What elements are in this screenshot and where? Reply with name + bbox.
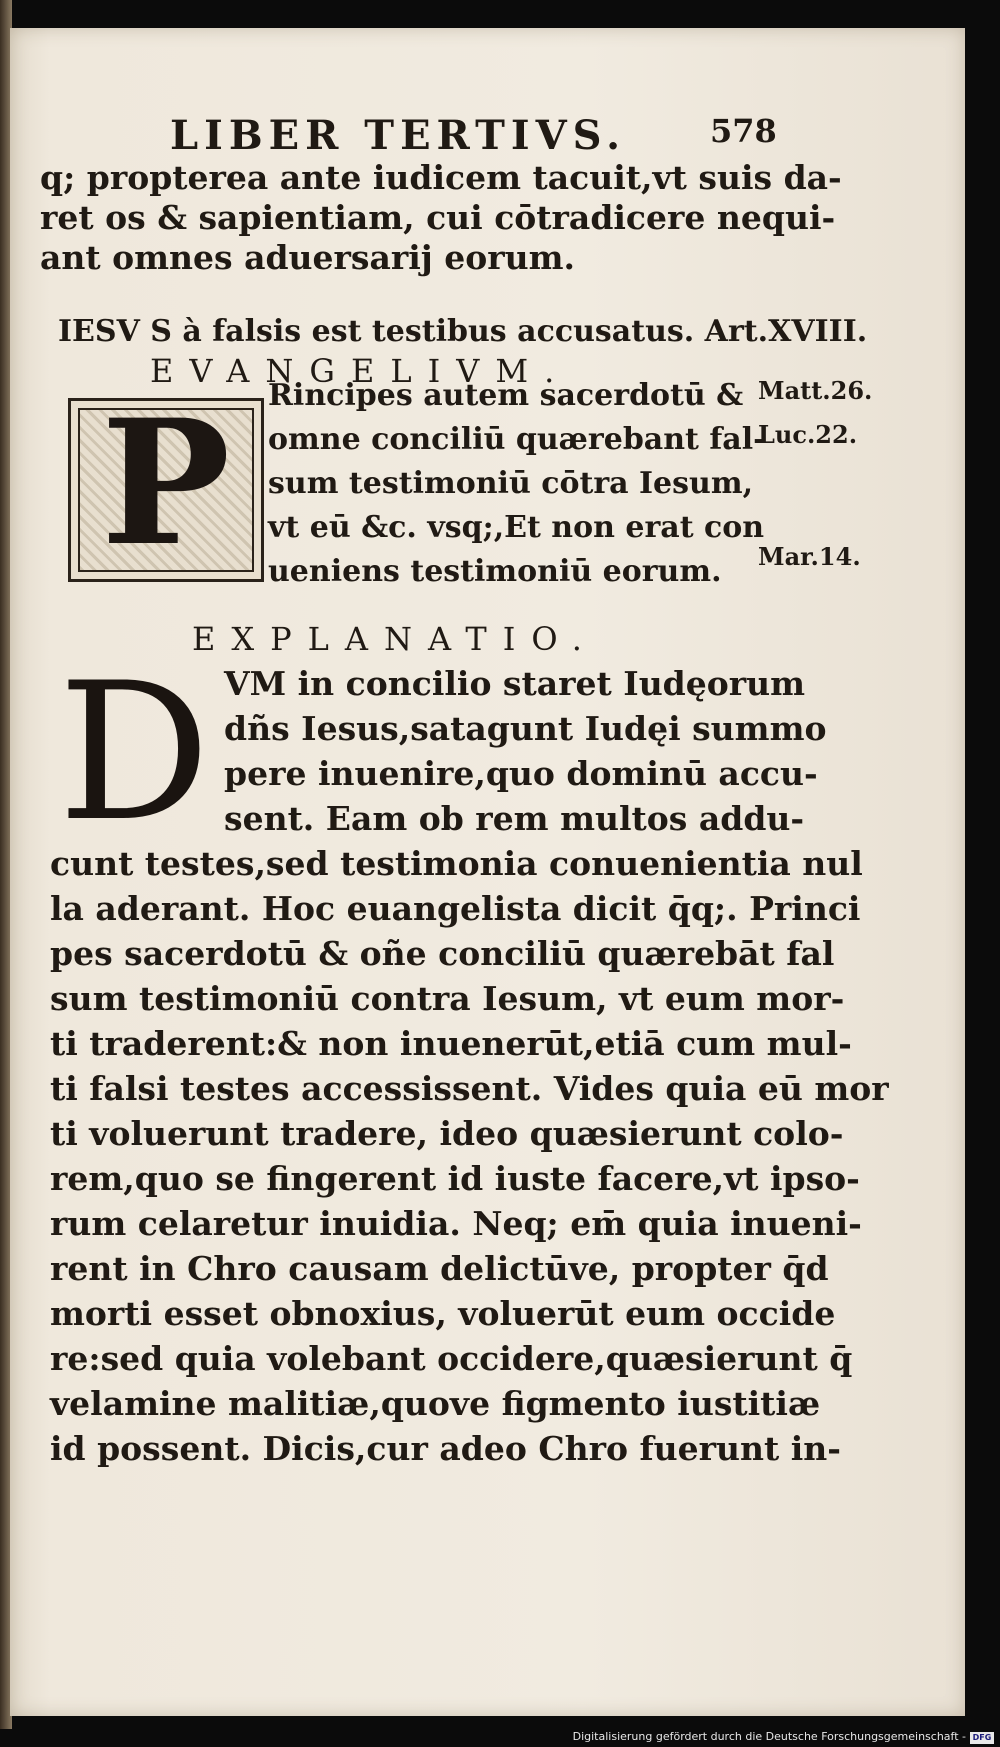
explanation-line: VM in concilio staret Iudęorum xyxy=(224,664,806,703)
explanation-line: rent in Chro causam delictūve, propter q̄d xyxy=(50,1249,829,1288)
margin-note: Luc.22. xyxy=(758,420,858,449)
explanation-line: pes sacerdotū & oñe conciliū quærebāt fal xyxy=(50,934,835,973)
explanation-line: ti voluerunt tradere, ideo quæsierunt colo- xyxy=(50,1114,844,1153)
explanation-line: ti falsi testes accessissent. Vides quia eū mor xyxy=(50,1069,889,1108)
explanation-line: re:sed quia volebant occidere,quæsierunt q̄ xyxy=(50,1339,853,1378)
intro-line: ant omnes aduersarij eorum. xyxy=(40,238,576,277)
funding-credit: Digitalisierung gefördert durch die Deutsche Forschungsgemeinschaft - xyxy=(572,1730,966,1743)
explanation-line: la aderant. Hoc euangelista dicit q̄q;. Princi xyxy=(50,889,861,928)
gospel-line: vt eū &c. vsq;,Et non erat con xyxy=(268,510,765,545)
explanation-line: pere inuenire,quo dominū accu- xyxy=(224,754,818,793)
explanation-line: cunt testes,sed testimonia conuenientia nul xyxy=(50,844,863,883)
initial-letter-p: P xyxy=(101,381,231,584)
decorated-initial-p xyxy=(68,381,264,584)
gospel-line: ueniens testimoniū eorum. xyxy=(268,554,722,589)
gospel-line: omne conciliū quærebant fal- xyxy=(268,422,766,457)
explanation-line: sent. Eam ob rem multos addu- xyxy=(224,799,805,838)
gospel-line: sum testimoniū cōtra Iesum, xyxy=(268,466,754,501)
folio-number: 578 xyxy=(710,112,777,150)
running-head: LIBER TERTIVS. xyxy=(170,112,626,159)
book-page xyxy=(10,28,965,1716)
explanation-line: id possent. Dicis,cur adeo Chro fuerunt in- xyxy=(50,1429,841,1468)
dfg-logo-icon: DFG xyxy=(970,1732,994,1744)
initial-letter-d: D xyxy=(58,642,211,863)
intro-line: q; propterea ante iudicem tacuit,vt suis da- xyxy=(40,158,842,197)
gospel-line: Rincipes autem sacerdotū & xyxy=(268,378,744,413)
explanation-line: sum testimoniū contra Iesum, vt eum mor- xyxy=(50,979,845,1018)
explanation-line: rum celaretur inuidia. Neq; em̄ quia inueni- xyxy=(50,1204,862,1243)
explanation-line: rem,quo se fingerent id iuste facere,vt ipso- xyxy=(50,1159,860,1198)
article-title: IESV S à falsis est testibus accusatus. Art.XVIII. xyxy=(58,314,868,349)
explanation-line: dñs Iesus,satagunt Iudęi summo xyxy=(224,709,827,748)
gospel-heading: EVANGELIVM. xyxy=(150,352,571,390)
footer-bar xyxy=(0,1729,1000,1747)
explanation-line: morti esset obnoxius, voluerūt eum occide xyxy=(50,1294,836,1333)
margin-note: Mar.14. xyxy=(758,542,861,571)
explanation-line: velamine malitiæ,quove figmento iustitiæ xyxy=(50,1384,821,1423)
explanation-line: ti traderent:& non inuenerūt,etiā cum mul- xyxy=(50,1024,852,1063)
explanation-heading: EXPLANATIO. xyxy=(192,620,598,658)
intro-line: ret os & sapientiam, cui cōtradicere nequi- xyxy=(40,198,836,237)
margin-note: Matt.26. xyxy=(758,376,873,405)
